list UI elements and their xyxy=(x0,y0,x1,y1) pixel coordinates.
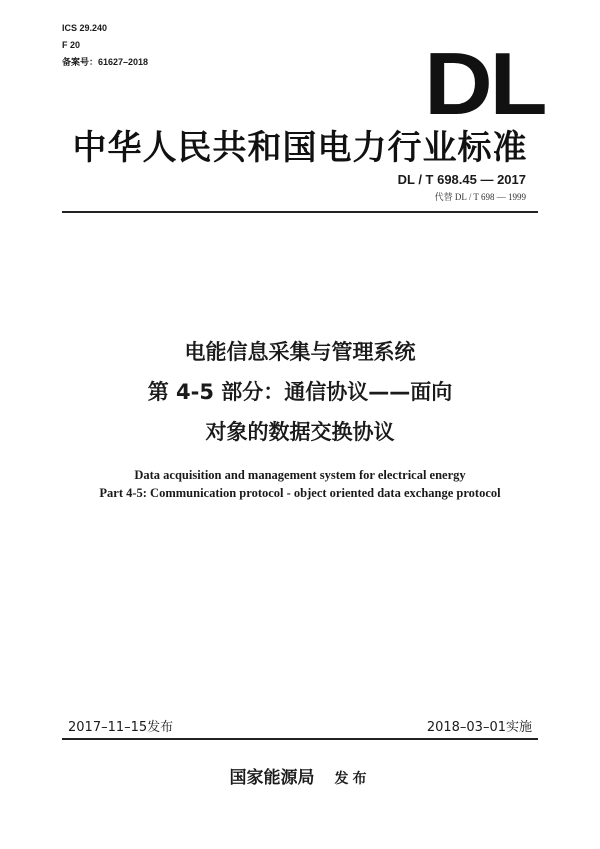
footer-divider xyxy=(62,738,538,740)
issue-date: 2017–11–15发布 xyxy=(68,720,174,735)
classification-block xyxy=(62,20,148,71)
chinese-document-title xyxy=(0,332,600,452)
header-divider xyxy=(62,211,538,213)
issuing-standard-title: 中华人民共和国电力行业标准 xyxy=(72,128,528,168)
classification-code: F 20 xyxy=(62,40,81,50)
dl-logo: DL xyxy=(423,34,544,133)
standard-number: DL / T 698.45 — 2017 xyxy=(397,172,526,187)
chinese-title-line-3: 对象的数据交换协议 xyxy=(205,420,395,444)
english-title-line-2: Part 4-5: Communication protocol - object oriented data exchange protocol xyxy=(99,486,501,500)
publisher-line xyxy=(0,763,600,788)
english-document-title xyxy=(0,466,600,502)
replaces-standard: 代替 DL / T 698 — 1999 xyxy=(434,192,526,202)
publish-action: 发布 xyxy=(334,771,371,787)
english-title-line-1: Data acquisition and management system for electrical energy xyxy=(134,468,466,482)
chinese-title-line-1: 电能信息采集与管理系统 xyxy=(184,340,416,364)
implementation-date: 2018–03–01实施 xyxy=(426,720,532,735)
chinese-title-line-2: 第 4-5 部分：通信协议——面向 xyxy=(147,380,453,404)
publisher-name: 国家能源局 xyxy=(229,768,315,788)
ics-code: ICS 29.240 xyxy=(62,23,108,33)
record-number: 备案号：61627–2018 xyxy=(62,57,149,67)
